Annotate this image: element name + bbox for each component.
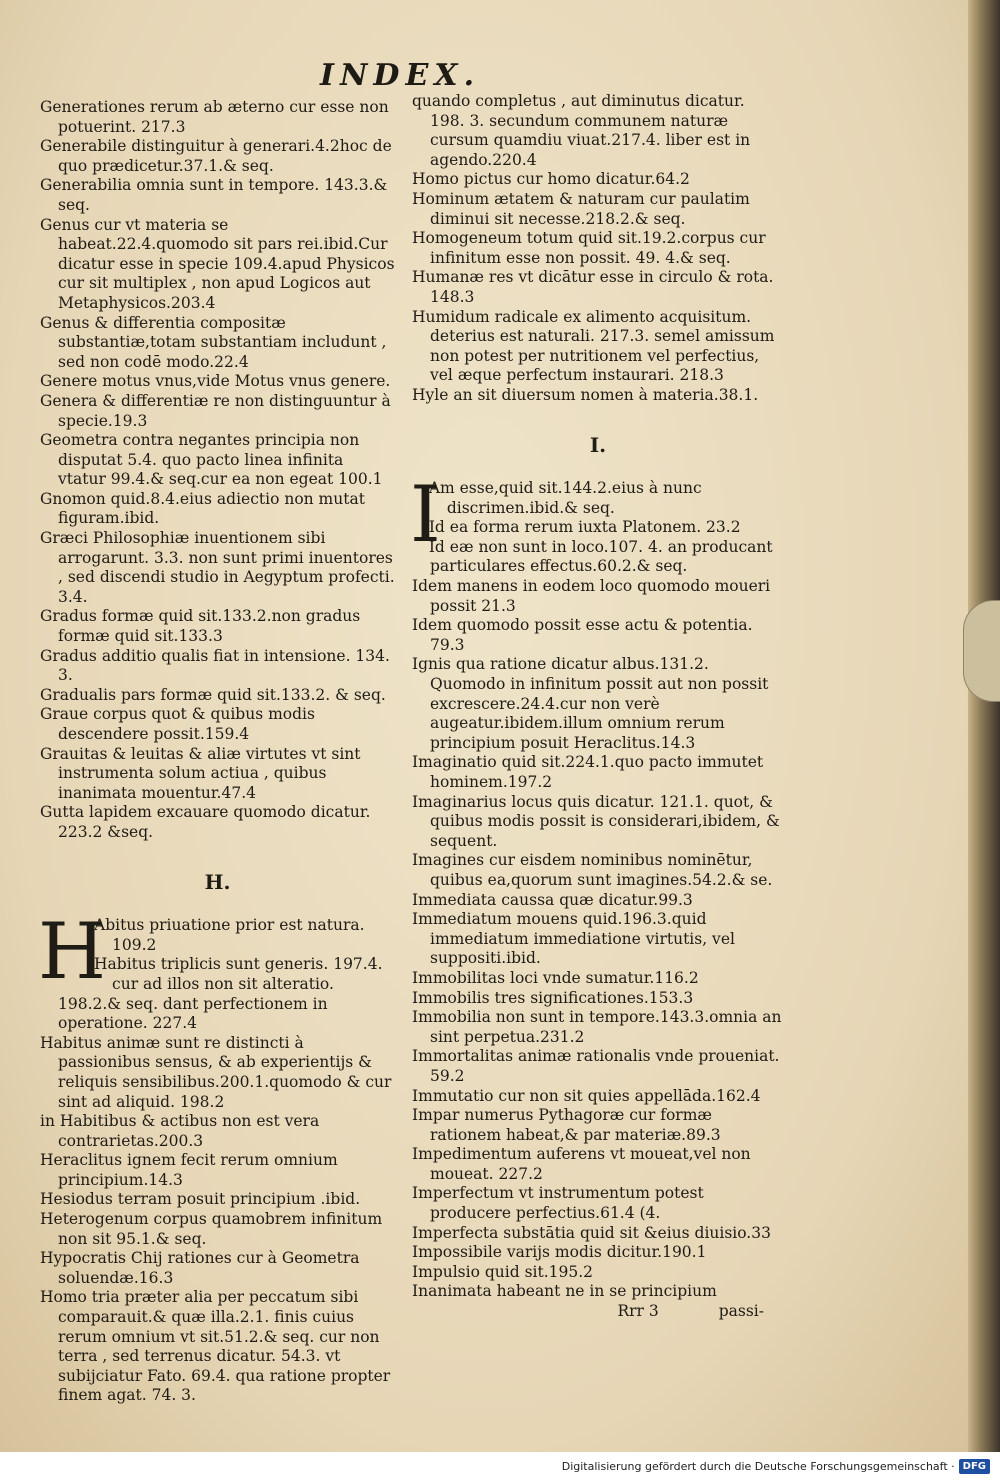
entries-h <box>38 907 395 1406</box>
index-entry: Idem manens in eodem loco quomodo moueri possit 21.3 <box>412 577 771 615</box>
book-binding-edge <box>968 0 1000 1452</box>
index-entry: Gradus additio qualis fiat in intensione. 134. 3. <box>40 646 390 685</box>
footer-bar <box>0 1452 1000 1480</box>
index-entry: Genera & differentiæ re non distinguuntur à specie.19.3 <box>40 391 391 430</box>
index-entry: Impedimentum auferens vt moueat,vel non moueat. 227.2 <box>412 1145 751 1183</box>
drop-initial-i: I <box>410 470 441 561</box>
index-entry: Id ea forma rerum iuxta Platonem. 23.2 <box>428 518 741 537</box>
drop-initial-h: H <box>38 907 107 998</box>
index-entry: Hypocratis Chij rationes cur à Geometra soluendæ.16.3 <box>40 1249 360 1287</box>
index-entry: quando completus , aut diminutus dicatur. 198. 3. secundum communem naturæ cursum quamdiu viuat.217.4. liber est in agendo.220.4 <box>412 92 751 169</box>
entries-g <box>40 98 395 843</box>
index-entry: Gnomon quid.8.4.eius adiectio non mutat figuram.ibid. <box>40 489 365 528</box>
index-entry: Heraclitus ignem fecit rerum omnium principium.14.3 <box>40 1151 338 1189</box>
index-entry: Immobilia non sunt in tempore.143.3.omnia an sint perpetua.231.2 <box>412 1008 782 1046</box>
catchword: passi- <box>718 1302 764 1321</box>
index-entry: Abitus priuatione prior est natura. 109.2 <box>94 916 365 954</box>
index-entry: Habitus animæ sunt re distincti à passionibus sensus, & ab experientijs & reliquis sensibilibus.200.1.quomodo & cur sint ad aliquid. 198.2 <box>40 1033 392 1111</box>
index-entry: Heterogenum corpus quamobrem infinitum non sit 95.1.& seq. <box>40 1210 383 1248</box>
index-entry: Immediatum mouens quid.196.3.quid immediatum immediatione virtutis, vel suppositi.ibid. <box>412 910 735 968</box>
index-entry: Generabile distinguitur à generari.4.2hoc de quo prædicetur.37.1.& seq. <box>40 137 392 175</box>
index-entry: Genus cur vt materia se habeat.22.4.quomodo sit pars rei.ibid.Cur dicatur esse in specie 109.4.apud Physicos cur sit multiplex , non apud Logicos aut Metaphysicos.203.4 <box>40 215 395 312</box>
signature-mark: Rrr 3 <box>617 1302 659 1321</box>
right-column <box>412 92 784 1322</box>
section-heading-i: I. <box>589 432 607 457</box>
index-entry: Imperfectum vt instrumentum potest producere perfectius.61.4 (4. <box>412 1184 704 1223</box>
entries-i-list <box>410 470 784 1302</box>
section-heading-h: H. <box>204 869 231 894</box>
index-entry: Generationes rerum ab æterno cur esse non potuerint. 217.3 <box>40 98 389 136</box>
dfg-logo: DFG <box>959 1459 990 1474</box>
index-entry: Graue corpus quot & quibus modis descendere possit.159.4 <box>40 705 315 743</box>
index-entry: Immortalitas animæ rationalis vnde proueniat. 59.2 <box>412 1047 780 1085</box>
index-entry: Generabilia omnia sunt in tempore. 143.3.& seq. <box>40 176 388 214</box>
index-entry: Gutta lapidem excauare quomodo dicatur. 223.2 &seq. <box>40 803 371 841</box>
index-entry: Genere motus vnus,vide Motus vnus genere. <box>40 372 391 391</box>
index-entry: Geometra contra negantes principia non disputat 5.4. quo pacto linea infinita vtatur 99.4.& seq.cur ea non egeat 100.1 <box>40 431 383 489</box>
footer-credit: Digitalisierung gefördert durch die Deutsche Forschungsgemeinschaft · <box>561 1459 955 1473</box>
index-entry: Hyle an sit diuersum nomen à materia.38.1. <box>412 385 759 404</box>
page-tab <box>963 600 1000 702</box>
index-entry: Impossibile varijs modis dicitur.190.1 <box>412 1243 707 1262</box>
index-entry: Imaginatio quid sit.224.1.quo pacto immutet hominem.197.2 <box>412 753 764 791</box>
index-entry: Immobilis tres significationes.153.3 <box>412 988 694 1007</box>
index-entry: Id eæ non sunt in loco.107. 4. an producant particulares effectus.60.2.& seq. <box>428 537 773 576</box>
index-entry: in Habitibus & actibus non est vera contrarietas.200.3 <box>40 1112 320 1150</box>
index-entry: Humanæ res vt dicātur esse in circulo & rota. 148.3 <box>412 268 774 306</box>
index-entry: Imagines cur eisdem nominibus nominētur, quibus ea,quorum sunt imagines.54.2.& se. <box>412 851 773 889</box>
index-entry: Hominum ætatem & naturam cur paulatim diminui sit necesse.218.2.& seq. <box>412 189 750 228</box>
entries-i <box>410 470 784 1302</box>
index-entry: Impulsio quid sit.195.2 <box>412 1262 594 1281</box>
index-entry: Gradus formæ quid sit.133.2.non gradus formæ quid sit.133.3 <box>40 607 361 646</box>
left-column <box>40 98 395 1406</box>
index-entry: Immobilitas loci vnde sumatur.116.2 <box>412 968 699 987</box>
index-entry: Homo tria præter alia per peccatum sibi comparauit.& quæ illa.2.1. finis cuius rerum omnium vt sit.51.2.& seq. cur non terra , sed terrenus dicatur. 54.3. vt subijciatur Fato. 69.4. qua ratione propter finem agat. 74. 3. <box>40 1288 391 1405</box>
index-entry: Immediata caussa quæ dicatur.99.3 <box>412 890 693 909</box>
index-entry: Humidum radicale ex alimento acquisitum. deterius est naturali. 217.3. semel amissum non potest per nutritionem vel perfectius, vel æque perfectum instaurari. 218.3 <box>412 307 775 385</box>
entries-h-continued <box>412 92 784 406</box>
index-entry: Hesiodus terram posuit principium .ibid. <box>40 1190 361 1209</box>
index-entry: Am esse,quid sit.144.2.eius à nunc discrimen.ibid.& seq. <box>428 479 702 517</box>
index-entry: Homo pictus cur homo dicatur.64.2 <box>412 170 690 189</box>
index-entry: Immutatio cur non sit quies appellāda.162.4 <box>412 1086 761 1105</box>
index-entry: Ignis qua ratione dicatur albus.131.2. Quomodo in infinitum possit aut non possit excrescere.24.4.cur non verè augeatur.ibidem.illum omnium rerum principium posuit Heraclitus.14.3 <box>412 655 769 752</box>
index-entry: Imaginarius locus quis dicatur. 121.1. quot, & quibus modis possit is considerari,ibidem, & sequent. <box>412 792 780 850</box>
index-entry: Impar numerus Pythagoræ cur formæ rationem habeat,& par materiæ.89.3 <box>412 1106 721 1144</box>
index-entry: Genus & differentia compositæ substantiæ,totam substantiam includunt , sed non codē modo.22.4 <box>40 313 387 371</box>
index-entry: Gradualis pars formæ quid sit.133.2. & seq. <box>40 685 386 704</box>
index-entry: Idem quomodo possit esse actu & potentia. 79.3 <box>412 616 753 654</box>
index-entry: Imperfecta substātia quid sit &eius diuisio.33 <box>412 1223 771 1242</box>
index-entry: Homogeneum totum quid sit.19.2.corpus cur infinitum esse non possit. 49. 4.& seq. <box>412 229 766 267</box>
index-entry: Habitus triplicis sunt generis. 197.4. cur ad illos non sit alteratio. 198.2.& seq. dant perfectionem in operatione. 227.4 <box>58 955 383 1033</box>
index-entry: Grauitas & leuitas & aliæ virtutes vt sint instrumenta solum actiua , quibus inanimata mouentur.47.4 <box>40 744 361 802</box>
index-entry: Inanimata habeant ne in se principium <box>412 1282 717 1301</box>
index-entry: Græci Philosophiæ inuentionem sibi arrogarunt. 3.3. non sunt primi inuentores , sed discendi studio in Aegyptum profecti. 3.4. <box>40 529 395 606</box>
page-foot-line <box>412 1302 784 1322</box>
running-head: INDEX. <box>319 58 481 93</box>
